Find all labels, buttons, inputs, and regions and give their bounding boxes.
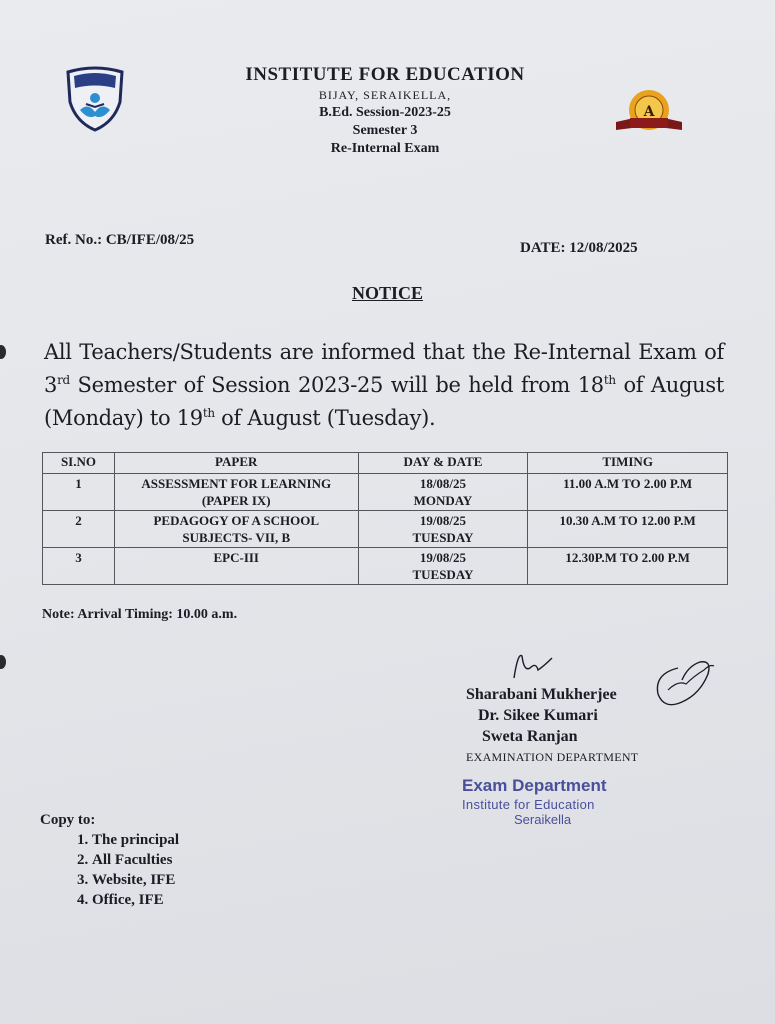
copy-to-list bbox=[40, 810, 179, 910]
reference-number: Ref. No.: CB/IFE/08/25 bbox=[45, 232, 195, 248]
column-header: PAPER bbox=[114, 453, 358, 474]
institute-name: INSTITUTE FOR EDUCATION bbox=[245, 64, 525, 85]
grade-badge-icon bbox=[614, 86, 684, 142]
session-line: B.Ed. Session-2023-25 bbox=[319, 105, 451, 120]
column-header: SI.NO bbox=[43, 453, 115, 474]
notice-body: All Teachers/Students are informed that the Re-Internal Exam of 3rd Semester of Session 2023-25 will be held from 18th of August (Monday) to 19th of August (Tuesday). bbox=[44, 340, 724, 430]
exam-line: Re-Internal Exam bbox=[330, 141, 440, 156]
list-item: 2. All Faculties bbox=[92, 850, 179, 870]
exam-schedule-table bbox=[42, 452, 728, 585]
list-item: 4. Office, IFE bbox=[92, 890, 179, 910]
table-row: 3 EPC-III 19/08/25 TUESDAY 12.30P.M TO 2.00 P.M bbox=[43, 548, 728, 585]
letterhead bbox=[190, 64, 580, 157]
department-stamp: Exam Department Institute for Education Seraikella bbox=[462, 776, 607, 827]
semester-line: Semester 3 bbox=[352, 123, 418, 138]
column-header: DAY & DATE bbox=[358, 453, 528, 474]
department-label: EXAMINATION DEPARTMENT bbox=[466, 750, 639, 764]
table-row: 2 PEDAGOGY OF A SCHOOL SUBJECTS- VII, B 19/08/25 TUESDAY 10.30 A.M TO 12.00 P.M bbox=[43, 511, 728, 548]
table-row: 1 ASSESSMENT FOR LEARNING (PAPER IX) 18/08/25 MONDAY 11.00 A.M TO 2.00 P.M bbox=[43, 474, 728, 511]
notice-date: DATE: 12/08/2025 bbox=[520, 240, 638, 256]
punch-hole bbox=[0, 655, 6, 669]
signature-mark bbox=[648, 650, 720, 716]
signatory-name: Sweta Ranjan bbox=[482, 728, 578, 745]
institute-address: BIJAY, SERAIKELLA, bbox=[318, 88, 452, 102]
signatories bbox=[466, 684, 638, 768]
notice-title: NOTICE bbox=[351, 283, 423, 303]
copy-to-label: Copy to: bbox=[40, 812, 96, 828]
arrival-note: Note: Arrival Timing: 10.00 a.m. bbox=[42, 607, 238, 622]
signatory-name: Dr. Sikee Kumari bbox=[478, 707, 598, 724]
punch-hole bbox=[0, 345, 6, 359]
grade-badge-letter: A bbox=[643, 104, 655, 120]
institute-logo-icon bbox=[62, 66, 128, 132]
signature-mark bbox=[508, 648, 558, 684]
list-item: 3. Website, IFE bbox=[92, 870, 179, 890]
column-header: TIMING bbox=[528, 453, 728, 474]
signatory-name: Sharabani Mukherjee bbox=[466, 686, 617, 703]
list-item: 1. The principal bbox=[92, 830, 179, 850]
